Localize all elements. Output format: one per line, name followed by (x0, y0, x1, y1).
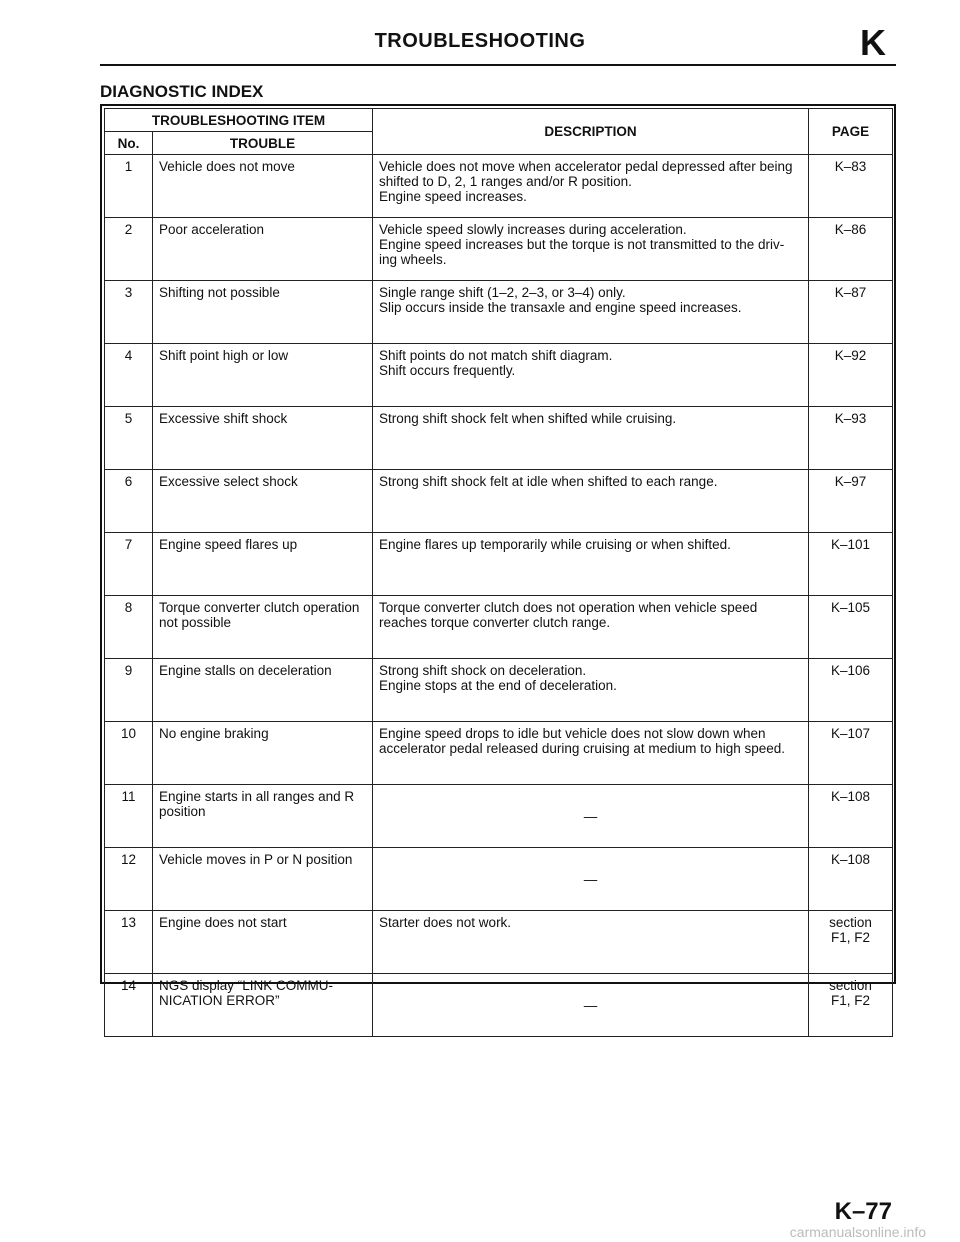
page-number: K–77 (834, 1198, 892, 1225)
row-page (809, 974, 893, 1037)
header-page: PAGE (809, 109, 893, 155)
header-troubleshooting-item: TROUBLESHOOTING ITEM (105, 109, 373, 132)
description-line: Strong shift shock on deceleration. (379, 663, 587, 678)
row-trouble: Excessive select shock (153, 470, 373, 533)
row-number: 11 (105, 785, 153, 848)
table-row (105, 911, 893, 974)
row-description (373, 659, 809, 722)
row-page (809, 596, 893, 659)
row-page (809, 281, 893, 344)
row-number: 8 (105, 596, 153, 659)
row-trouble: NGS display “LINK COMMU-NICATION ERROR” (153, 974, 373, 1037)
row-number: 2 (105, 218, 153, 281)
index-heading: DIAGNOSTIC INDEX (100, 82, 264, 101)
row-number: 7 (105, 533, 153, 596)
table-row (105, 596, 893, 659)
row-trouble: Shifting not possible (153, 281, 373, 344)
description-line: ing wheels. (379, 252, 447, 267)
row-description (373, 722, 809, 785)
row-description (373, 344, 809, 407)
header-trouble: TROUBLE (153, 132, 373, 155)
row-trouble: Engine does not start (153, 911, 373, 974)
section-letter: K (860, 22, 886, 63)
table-row (105, 155, 893, 218)
page-ref-line: K–93 (834, 411, 867, 426)
row-description (373, 785, 809, 848)
row-page (809, 407, 893, 470)
row-number: 4 (105, 344, 153, 407)
description-line: — (583, 997, 598, 1013)
row-trouble: Poor acceleration (153, 218, 373, 281)
header-rule (100, 64, 896, 66)
row-number: 12 (105, 848, 153, 911)
page-ref-line: K–87 (834, 285, 867, 300)
row-description (373, 533, 809, 596)
description-line: reaches torque converter clutch range. (379, 615, 611, 630)
row-number: 10 (105, 722, 153, 785)
row-page (809, 659, 893, 722)
page-ref-line: K–107 (830, 726, 871, 741)
header-description: DESCRIPTION (373, 109, 809, 155)
row-description (373, 218, 809, 281)
row-description (373, 281, 809, 344)
table-row (105, 407, 893, 470)
page-ref-line: K–105 (830, 600, 871, 615)
description-line: Shift points do not match shift diagram. (379, 348, 613, 363)
row-description (373, 596, 809, 659)
row-trouble: Engine speed flares up (153, 533, 373, 596)
table-row (105, 974, 893, 1037)
row-trouble: Engine starts in all ranges and R position (153, 785, 373, 848)
description-line: Slip occurs inside the transaxle and engine speed increases. (379, 300, 742, 315)
description-line: — (583, 871, 598, 887)
row-trouble: Engine stalls on deceleration (153, 659, 373, 722)
row-description (373, 974, 809, 1037)
page-ref-line: K–101 (830, 537, 871, 552)
header-no: No. (105, 132, 153, 155)
row-trouble: No engine braking (153, 722, 373, 785)
page-ref-line: K–97 (834, 474, 867, 489)
description-line: — (583, 808, 598, 824)
page-ref-line: section (829, 915, 872, 930)
table-row (105, 533, 893, 596)
watermark: carmanualsonline.info (789, 1224, 926, 1240)
row-trouble: Torque converter clutch operation not possible (153, 596, 373, 659)
description-line: shifted to D, 2, 1 ranges and/or R position. (379, 174, 632, 189)
page-title: TROUBLESHOOTING (374, 30, 586, 52)
row-page (809, 785, 893, 848)
row-description (373, 470, 809, 533)
row-number: 6 (105, 470, 153, 533)
row-page (809, 155, 893, 218)
description-line: Torque converter clutch does not operation when vehicle speed (379, 600, 758, 615)
description-line: Strong shift shock felt when shifted while cruising. (379, 411, 677, 426)
page-ref-line: K–86 (834, 222, 867, 237)
table-row (105, 722, 893, 785)
page-ref-line: F1, F2 (830, 930, 870, 945)
description-line: Starter does not work. (379, 915, 512, 930)
table-row (105, 470, 893, 533)
row-number: 1 (105, 155, 153, 218)
row-trouble: Vehicle moves in P or N position (153, 848, 373, 911)
page-ref-line: K–108 (830, 852, 871, 867)
description-line: Single range shift (1–2, 2–3, or 3–4) only. (379, 285, 626, 300)
page-ref-line: K–106 (830, 663, 871, 678)
description-line: Strong shift shock felt at idle when shifted to each range. (379, 474, 718, 489)
row-number: 13 (105, 911, 153, 974)
row-description (373, 155, 809, 218)
row-page (809, 722, 893, 785)
row-description (373, 848, 809, 911)
description-line: Engine stops at the end of deceleration. (379, 678, 617, 693)
table-body (105, 155, 893, 1037)
row-number: 14 (105, 974, 153, 1037)
description-line: accelerator pedal released during cruising at medium to high speed. (379, 741, 785, 756)
row-number: 9 (105, 659, 153, 722)
description-line: Engine speed increases but the torque is not transmitted to the driv- (379, 237, 785, 252)
table-row (105, 281, 893, 344)
page-ref-line: K–92 (834, 348, 867, 363)
row-description (373, 911, 809, 974)
page-ref-line: K–83 (834, 159, 867, 174)
description-line: Vehicle speed slowly increases during acceleration. (379, 222, 687, 237)
page-ref-line: section (829, 978, 872, 993)
row-number: 3 (105, 281, 153, 344)
description-line: Engine speed increases. (379, 189, 527, 204)
row-description (373, 407, 809, 470)
row-number: 5 (105, 407, 153, 470)
description-line: Engine speed drops to idle but vehicle does not slow down when (379, 726, 766, 741)
page-ref-line: K–108 (830, 789, 871, 804)
description-line: Engine flares up temporarily while cruising or when shifted. (379, 537, 731, 552)
table-row (105, 344, 893, 407)
row-page (809, 470, 893, 533)
row-page (809, 911, 893, 974)
page-ref-line: F1, F2 (830, 993, 870, 1008)
table-row (105, 785, 893, 848)
diagnostic-index-table (104, 108, 893, 1037)
table-row (105, 659, 893, 722)
row-page (809, 848, 893, 911)
table-row (105, 218, 893, 281)
row-page (809, 218, 893, 281)
row-page (809, 533, 893, 596)
row-page (809, 344, 893, 407)
row-trouble: Vehicle does not move (153, 155, 373, 218)
description-line: Vehicle does not move when accelerator pedal depressed after being (379, 159, 793, 174)
row-trouble: Shift point high or low (153, 344, 373, 407)
row-trouble: Excessive shift shock (153, 407, 373, 470)
description-line: Shift occurs frequently. (379, 363, 516, 378)
table-row (105, 848, 893, 911)
